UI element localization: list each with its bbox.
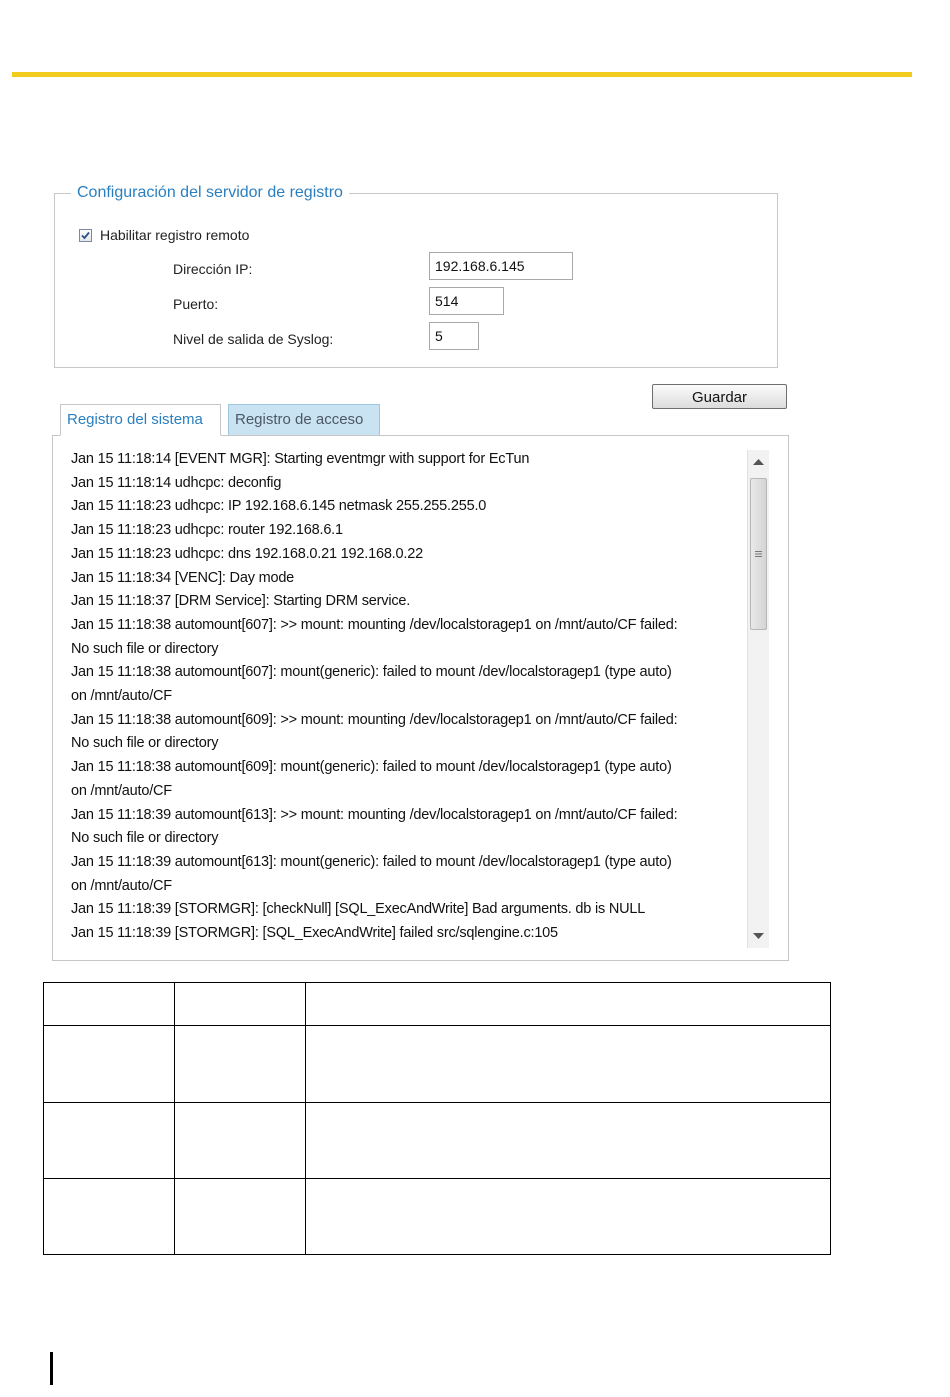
log-line: Jan 15 11:18:39 automount[613]: >> mount: mounting /dev/localstoragep1 on /mnt/auto/CF failed: <box>71 806 678 823</box>
page-margin-bar <box>50 1352 53 1385</box>
log-line: Jan 15 11:18:38 automount[609]: mount(generic): failed to mount /dev/localstoragep1 (type auto) <box>71 759 672 776</box>
checkmark-icon <box>80 230 91 241</box>
log-line: Jan 15 11:18:38 automount[609]: >> mount: mounting /dev/localstoragep1 on /mnt/auto/CF failed: <box>71 711 678 728</box>
scrollbar-thumb[interactable] <box>750 478 767 630</box>
log-line: on /mnt/auto/CF <box>71 782 172 799</box>
log-textarea[interactable] <box>63 448 769 950</box>
table-cell <box>306 1026 831 1103</box>
table-cell <box>306 1179 831 1255</box>
log-line: on /mnt/auto/CF <box>71 877 172 894</box>
save-button[interactable]: Guardar <box>652 384 787 409</box>
table-cell <box>44 983 175 1026</box>
arrow-down-icon[interactable] <box>748 926 769 946</box>
description-table <box>43 982 831 1255</box>
table-cell <box>306 983 831 1026</box>
log-line: Jan 15 11:18:14 [EVENT MGR]: Starting eventmgr with support for EcTun <box>71 451 530 467</box>
table-cell <box>44 1026 175 1103</box>
log-lines <box>71 448 747 946</box>
log-line: Jan 15 11:18:14 udhcpc: deconfig <box>71 474 282 491</box>
table-cell <box>175 1179 306 1255</box>
port-label: Puerto: <box>173 296 219 312</box>
remote-log-row <box>79 226 249 244</box>
log-line: Jan 15 11:18:39 [STORMGR]: [SQL_ExecAndWrite] failed src/sqlengine.c:105 <box>71 925 558 942</box>
syslog-level-input[interactable] <box>429 322 479 350</box>
ip-input[interactable] <box>429 252 573 280</box>
table-row <box>44 1179 831 1255</box>
table-cell <box>44 1179 175 1255</box>
log-line: Jan 15 11:18:23 udhcpc: IP 192.168.6.145 netmask 255.255.255.0 <box>71 498 487 515</box>
ip-label: Dirección IP: <box>173 261 253 277</box>
log-line: No such file or directory <box>71 640 219 657</box>
tab-system-log[interactable]: Registro del sistema <box>60 404 221 436</box>
log-server-settings-group <box>54 184 778 368</box>
remote-log-label: Habilitar registro remoto <box>100 227 250 243</box>
header-rule <box>12 72 912 77</box>
log-scrollbar[interactable] <box>747 450 769 948</box>
port-input[interactable] <box>429 287 504 315</box>
log-line: No such file or directory <box>71 735 219 752</box>
table-row <box>44 983 831 1026</box>
log-line: No such file or directory <box>71 830 219 847</box>
tab-access-log[interactable]: Registro de acceso <box>228 404 380 436</box>
log-line: Jan 15 11:18:34 [VENC]: Day mode <box>71 569 295 586</box>
table-cell <box>175 1103 306 1179</box>
syslog-level-label: Nivel de salida de Syslog: <box>173 331 334 347</box>
system-log-panel <box>52 435 789 961</box>
group-title: Configuración del servidor de registro <box>71 183 349 203</box>
log-line: Jan 15 11:18:23 udhcpc: router 192.168.6.1 <box>71 522 343 539</box>
table-cell <box>175 983 306 1026</box>
arrow-up-icon[interactable] <box>748 452 769 472</box>
log-line: Jan 15 11:18:39 [STORMGR]: [checkNull] [SQL_ExecAndWrite] Bad arguments. db is NULL <box>71 901 646 918</box>
log-line: Jan 15 11:18:23 udhcpc: dns 192.168.0.21 192.168.0.22 <box>71 545 423 562</box>
log-line: on /mnt/auto/CF <box>71 688 172 705</box>
table-cell <box>44 1103 175 1179</box>
log-line: Jan 15 11:18:38 automount[607]: mount(generic): failed to mount /dev/localstoragep1 (type auto) <box>71 664 672 681</box>
remote-log-checkbox[interactable] <box>79 229 92 242</box>
table-row <box>44 1103 831 1179</box>
table-cell <box>306 1103 831 1179</box>
table-row <box>44 1026 831 1103</box>
log-line: Jan 15 11:18:39 automount[613]: mount(generic): failed to mount /dev/localstoragep1 (type auto) <box>71 853 672 870</box>
table-cell <box>175 1026 306 1103</box>
log-line: Jan 15 11:18:37 [DRM Service]: Starting DRM service. <box>71 593 411 610</box>
grip-icon <box>755 550 762 558</box>
log-line: Jan 15 11:18:38 automount[607]: >> mount: mounting /dev/localstoragep1 on /mnt/auto/CF failed: <box>71 616 678 633</box>
